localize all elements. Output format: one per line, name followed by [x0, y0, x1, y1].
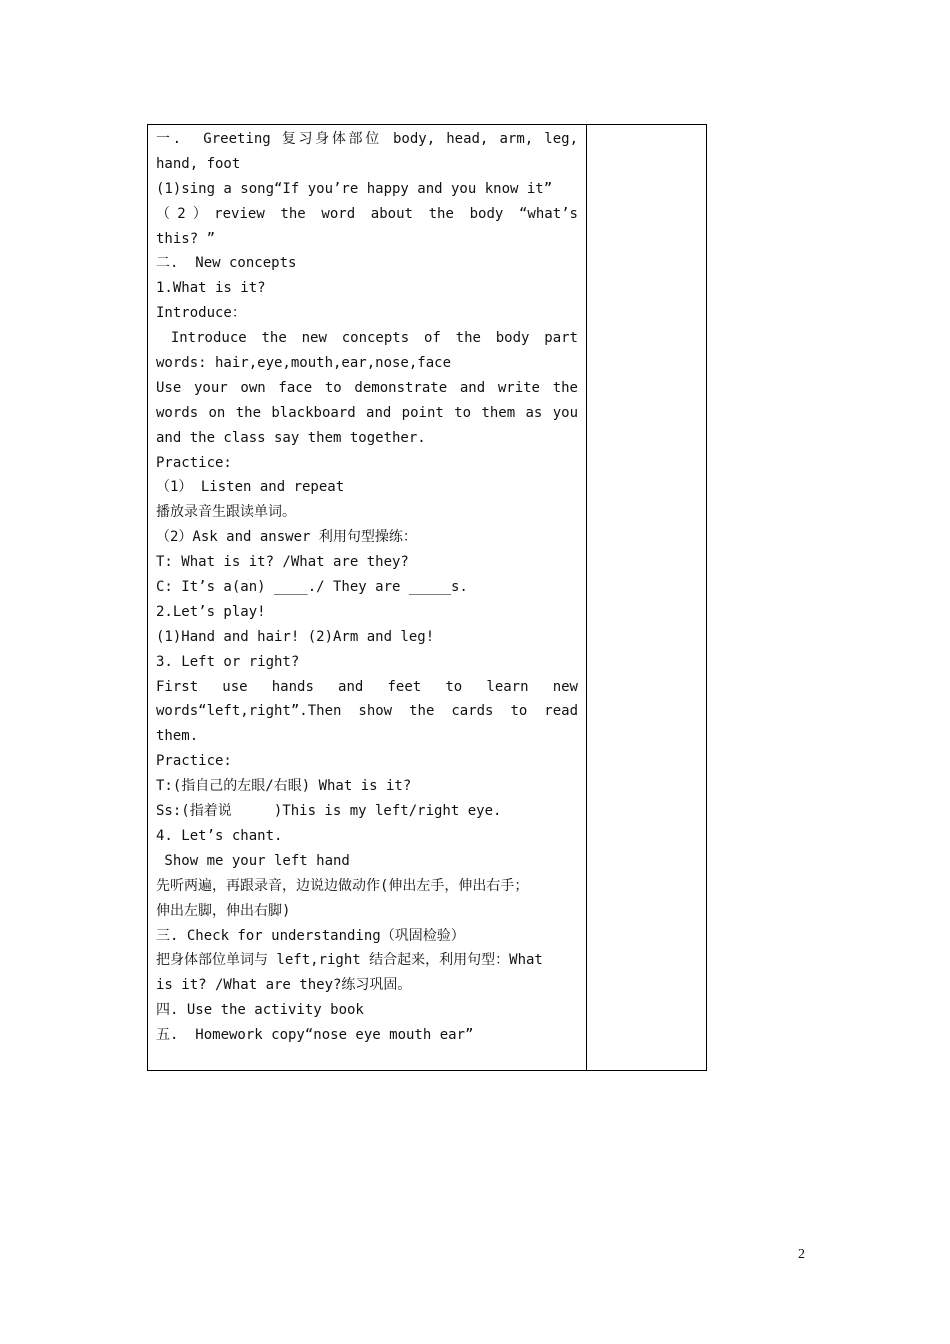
text-line: T: What is it? /What are they? — [156, 554, 409, 571]
text-line: them. — [156, 728, 199, 745]
text-line: 五. Homework copy“nose eye mouth ear” — [156, 1027, 474, 1044]
text-line: （2）Ask and answer 利用句型操练： — [156, 529, 417, 546]
text-line: is it? /What are they?练习巩固。 — [156, 977, 412, 994]
notes-cell — [587, 125, 706, 1070]
text-line: T:(指自己的左眼/右眼) What is it? — [156, 778, 412, 795]
text-line: Practice: — [156, 454, 232, 471]
page-number: 2 — [798, 1247, 805, 1262]
text-line: First use hands and feet to learn new — [156, 678, 578, 695]
text-line: 先听两遍，再跟录音，边说边做动作(伸出左手，伸出右手； — [156, 877, 529, 894]
text-line: 一. Greeting 复习身体部位 body, head, arm, leg, — [156, 131, 578, 147]
text-line: 伸出左脚，伸出右脚) — [156, 902, 291, 919]
text-line: （2）review the word about the body “what’s — [156, 205, 578, 222]
text-line: Introduce： — [156, 305, 246, 322]
teaching-procedure-cell — [148, 125, 587, 1070]
text-line: Practice: — [156, 753, 232, 770]
text-line: and the class say them together. — [156, 429, 426, 446]
text-line: 二. New concepts — [156, 255, 297, 272]
text-line: Ss:(指着说 )This is my left/right eye. — [156, 803, 502, 820]
text-line: (1)sing a song“If you’re happy and you know it” — [156, 180, 553, 197]
text-line: words on the blackboard and point to them as you — [156, 404, 578, 421]
text-line: 3. Left or right? — [156, 653, 300, 670]
text-line: 四. Use the activity book — [156, 1002, 364, 1019]
text-line: Introduce the new concepts of the body part — [156, 330, 578, 347]
text-line: C: It’s a(an) ____./ They are _____s. — [156, 579, 468, 596]
text-line: words“left,right”.Then show the cards to read — [156, 703, 578, 720]
text-line: Use your own face to demonstrate and write the — [156, 379, 578, 396]
text-line: words: hair,eye,mouth,ear,nose,face — [156, 355, 452, 372]
text-line: 2.Let’s play! — [156, 603, 266, 620]
text-line: Show me your left hand — [156, 852, 350, 869]
text-line: 1.What is it? — [156, 280, 266, 297]
lesson-plan-table — [147, 124, 707, 1071]
text-line: 三. Check for understanding（巩固检验） — [156, 927, 465, 944]
text-line: 4. Let’s chant. — [156, 827, 283, 844]
text-line: （1） Listen and repeat — [156, 479, 345, 496]
text-line: hand, foot — [156, 155, 241, 172]
text-line: (1)Hand and hair! (2)Arm and leg! — [156, 628, 435, 645]
text-line: 播放录音生跟读单词。 — [156, 504, 296, 521]
text-line: this? ” — [156, 230, 216, 247]
text-line: 把身体部位单词与 left,right 结合起来，利用句型：What — [156, 952, 543, 969]
